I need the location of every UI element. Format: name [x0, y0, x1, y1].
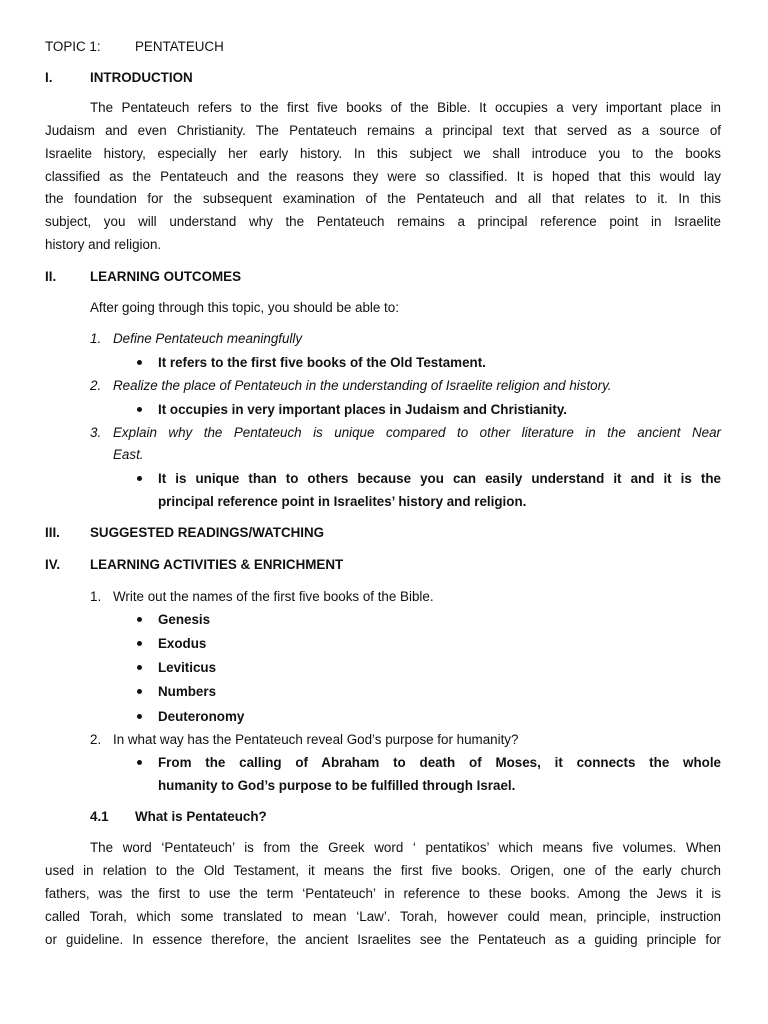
section-number: I. [45, 70, 53, 85]
outcome-number: 1. [90, 331, 102, 346]
outcome-answer: It refers to the first five books of the Old Testament. [158, 355, 486, 370]
topic-title: PENTATEUCH [135, 39, 224, 54]
subsection-title: What is Pentateuch? [135, 809, 267, 824]
bullet-icon [137, 476, 142, 481]
outcome-text: Realize the place of Pentateuch in the understanding of Israelite religion and history. [113, 378, 612, 393]
question-number: 1. [90, 589, 102, 604]
book-name: Numbers [158, 684, 217, 699]
bullet-icon [137, 360, 142, 365]
intro-line: The Pentateuch refers to the first five books of the Bible. It occupies a very important place in [90, 100, 721, 115]
book-name: Deuteronomy [158, 709, 245, 724]
section-number: II. [45, 269, 57, 284]
question-number: 2. [90, 732, 102, 747]
question-text: Write out the names of the first five books of the Bible. [113, 589, 434, 604]
outcome-text: East. [113, 447, 144, 462]
outcome-text: Explain why the Pentateuch is unique compared to other literature in the ancient Near [113, 425, 721, 440]
bullet-icon [137, 407, 142, 412]
body-line: called Torah, which some translated to mean ‘Law’. Torah, however could mean, principle, instruction [45, 909, 721, 924]
section-title-learning-outcomes: LEARNING OUTCOMES [90, 269, 242, 284]
book-name: Genesis [158, 612, 211, 627]
bullet-icon [137, 714, 142, 719]
question-text: In what way has the Pentateuch reveal God’s purpose for humanity? [113, 732, 519, 747]
body-line: or guideline. In essence therefore, the ancient Israelites see the Pentateuch as a guiding principle for [45, 932, 721, 947]
outcome-text: Define Pentateuch meaningfully [113, 331, 303, 346]
bullet-icon [137, 641, 142, 646]
intro-line: Israelite history, especially her early history. In this subject we shall introduce you to the books [45, 146, 721, 161]
outcome-number: 3. [90, 425, 102, 440]
outcome-number: 2. [90, 378, 102, 393]
outcomes-lead: After going through this topic, you should be able to: [90, 300, 399, 315]
section-number: IV. [45, 557, 61, 572]
intro-line: subject, you will understand why the Pentateuch remains a principal reference point in Israelite [45, 214, 721, 229]
subsection-number: 4.1 [90, 809, 109, 824]
bullet-icon [137, 665, 142, 670]
book-name: Leviticus [158, 660, 217, 675]
outcome-answer: It occupies in very important places in Judaism and Christianity. [158, 402, 568, 417]
section-title-suggested-readings: SUGGESTED READINGS/WATCHING [90, 525, 325, 540]
section-number: III. [45, 525, 60, 540]
body-line: used in relation to the Old Testament, it means the first five books. Origen, one of the early church [45, 863, 721, 878]
section-title-learning-activities: LEARNING ACTIVITIES & ENRICHMENT [90, 557, 344, 572]
intro-line: history and religion. [45, 237, 162, 252]
bullet-icon [137, 689, 142, 694]
bullet-icon [137, 760, 142, 765]
body-line: fathers, was the first to use the term ‘Pentateuch’ in reference to these books. Among the Jews it is [45, 886, 721, 901]
outcome-answer: It is unique than to others because you can easily understand it and it is the [158, 471, 721, 486]
section-title-introduction: INTRODUCTION [90, 70, 193, 85]
outcome-answer: principal reference point in Israelites’ history and religion. [158, 494, 527, 509]
topic-label: TOPIC 1: [45, 39, 101, 54]
intro-line: Judaism and even Christianity. The Pentateuch remains a principal text that served as a source of [45, 123, 721, 138]
question-answer: From the calling of Abraham to death of Moses, it connects the whole [158, 755, 721, 770]
book-name: Exodus [158, 636, 207, 651]
bullet-icon [137, 617, 142, 622]
question-answer: humanity to God’s purpose to be fulfilled through Israel. [158, 778, 516, 793]
body-line: The word ‘Pentateuch’ is from the Greek word ‘ pentatikos’ which means five volumes. When [90, 840, 721, 855]
intro-line: the foundation for the subsequent examination of the Pentateuch and all that relates to it. In this [45, 191, 721, 206]
intro-line: classified as the Pentateuch and the reasons they were so classified. It is hoped that this would lay [45, 169, 721, 184]
